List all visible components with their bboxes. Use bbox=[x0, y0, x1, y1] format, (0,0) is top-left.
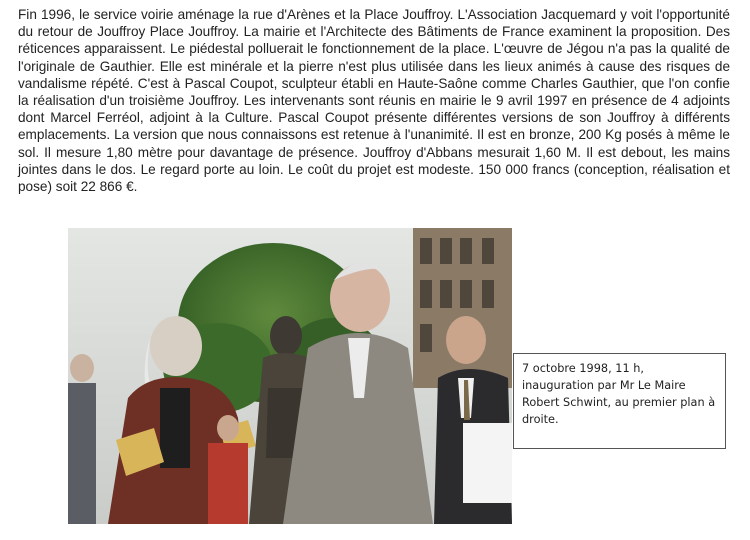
photo-caption: 7 octobre 1998, 11 h, inauguration par Mr Le Maire Robert Schwint, au premier plan à droite. bbox=[513, 353, 726, 449]
inauguration-photo bbox=[68, 228, 512, 524]
article-paragraph: Fin 1996, le service voirie aménage la rue d'Arènes et la Place Jouffroy. L'Association Jacquemard y voit l'opportunité du retour de Jouffroy Place Jouffroy. La mairie et l'Architecte des Bâtiments de France examinent la proposition. Des réticences apparaissent. Le piédestal polluerait le fonctionnement de la place. L'œuvre de Jégou n'a pas la qualité de l'originale de Gauthier. Elle est minérale et la pierre n'est plus utilisée dans les lieux animés à cause des risques de vandalisme répété. C'est à Pascal Coupot, sculpteur établi en Haute-Saône comme Charles Gauthier, que l'on confie la réalisation d'un troisième Jouffroy. Les intervenants sont réunis en mairie le 9 avril 1997 en présence de 4 adjoints dont Marcel Ferréol, adjoint à la Culture. Pascal Coupot présente différentes versions de son Jouffroy à différents emplacements. La version que nous connaissons est retenue à l'unanimité. Il est en bronze, 200 Kg posés à même le sol. Il mesure 1,80 mètre pour davantage de présence. Jouffroy d'Abbans mesurait 1,60 M. Il est debout, les mains jointes dans le dos. Le regard porte au loin. Le coût du projet est modeste. 150 000 francs (conception, réalisation et pose) soit 22 866 €. bbox=[18, 7, 730, 195]
